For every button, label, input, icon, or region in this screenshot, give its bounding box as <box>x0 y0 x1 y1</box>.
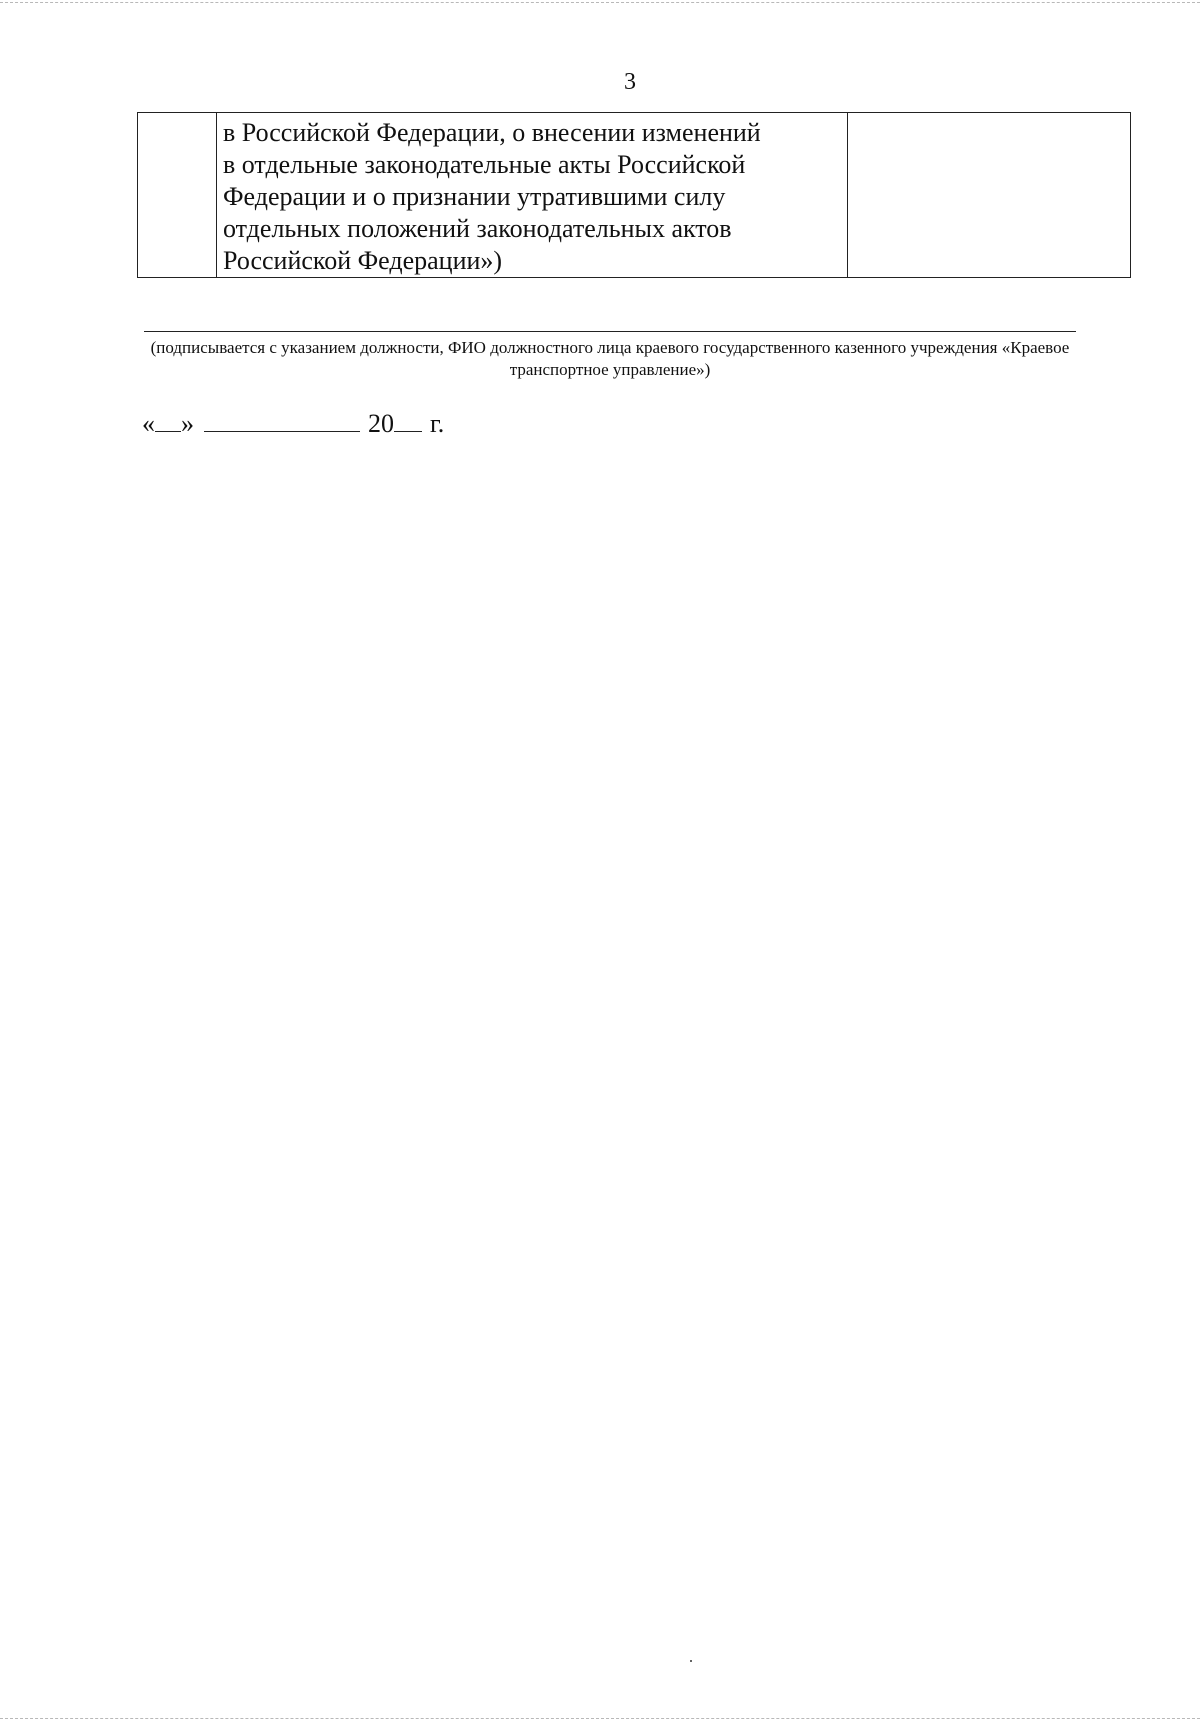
signature-line <box>144 331 1076 332</box>
page-number: 3 <box>624 69 636 95</box>
signature-caption: (подписывается с указанием должности, ФИО должностного лица краевого государственного казенного учреждения «Краевое транспортное управление») <box>150 338 1070 379</box>
table-cell-number <box>138 113 217 278</box>
table-cell-note <box>848 113 1131 278</box>
scan-edge-bottom <box>0 1718 1200 1719</box>
scan-edge-top <box>0 2 1200 3</box>
table-cell-text-content: в Российской Федерации, о внесении изменений в отдельные законодательные акты Российской Федерации и о признании утратившими силу отдельных положений законодательных актов Российской Федерации») <box>223 118 761 275</box>
date-month-blank <box>204 407 360 432</box>
date-year-blank <box>394 407 422 432</box>
scan-speck <box>690 1660 692 1662</box>
date-open-quote: « <box>142 409 155 438</box>
date-year-suffix: г. <box>430 409 445 438</box>
date-century: 20 <box>368 409 394 438</box>
date-line <box>142 407 444 439</box>
table-cell-text <box>217 113 848 278</box>
date-day-blank <box>155 407 181 432</box>
table-row <box>138 113 1131 278</box>
date-close-quote: » <box>181 409 194 438</box>
document-table <box>137 112 1131 278</box>
